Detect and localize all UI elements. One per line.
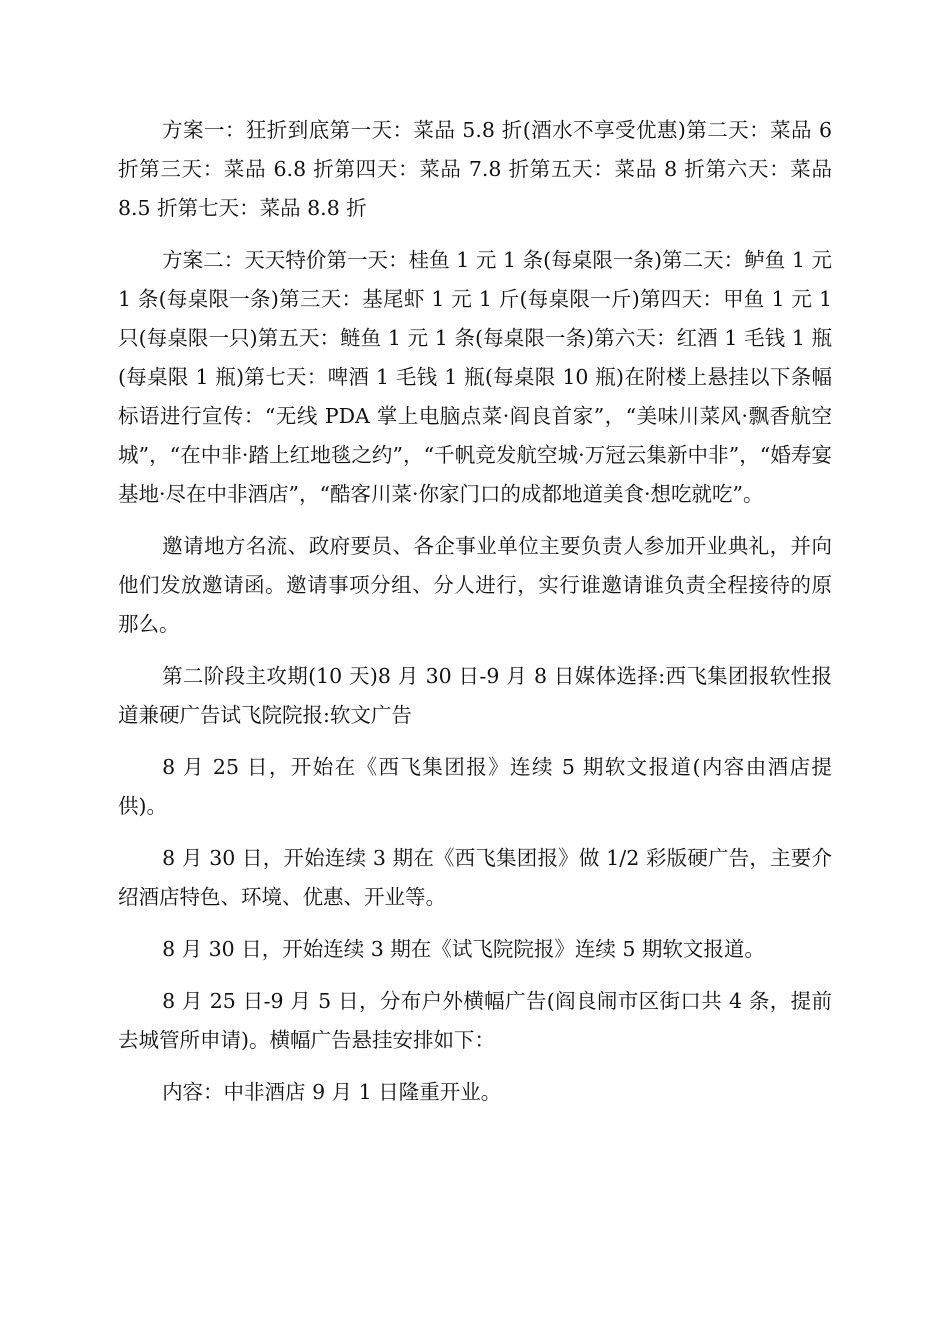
paragraph-aug30-institute-paper: 8 月 30 日，开始连续 3 期在《试飞院院报》连续 5 期软文报道。 (162, 937, 765, 961)
paragraph-banner-content: 内容：中非酒店 9 月 1 日隆重开业。 (162, 1080, 502, 1104)
paragraph-aug25-soft-articles: 8 月 25 日，开始在《西飞集团报》连续 5 期软文报道(内容由酒店提供)。 (118, 755, 832, 818)
paragraph-invitations: 邀请地方名流、政府要员、各企事业单位主要负责人参加开业典礼，并向他们发放邀请函。邀请事项分组、分人进行，实行谁邀请谁负责全程接待的原那么。 (118, 534, 832, 636)
paragraph-aug30-hard-ads: 8 月 30 日，开始连续 3 期在《西飞集团报》做 1/2 彩版硬广告，主要介绍酒店特色、环境、优惠、开业等。 (118, 846, 832, 909)
paragraph-phase-two: 第二阶段主攻期(10 天)8 月 30 日-9 月 8 日媒体选择:西飞集团报软性报道兼硬广告试飞院院报:软文广告 (118, 664, 832, 727)
document-page (118, 111, 832, 1125)
paragraph-plan-one: 方案一：狂折到底第一天：菜品 5.8 折(酒水不享受优惠)第二天：菜品 6 折第三天：菜品 6.8 折第四天：菜品 7.8 折第五天：菜品 8 折第六天：菜品 8.5 折第七天：菜品 8.8 折 (118, 118, 832, 220)
paragraph-plan-two: 方案二：天天特价第一天：桂鱼 1 元 1 条(每桌限一条)第二天：鲈鱼 1 元 1 条(每桌限一条)第三天：基尾虾 1 元 1 斤(每桌限一斤)第四天：甲鱼 1 元 1 只(每桌限一只)第五天：鲢鱼 1 元 1 条(每桌限一条)第六天：红酒 1 毛钱 1 瓶(每桌限 1 瓶)第七天：啤酒 1 毛钱 1 瓶(每桌限 10 瓶)在附楼上悬挂以下条幅标语进行宣传：“无线 PDA 掌上电脑点菜·阎良首家”，“美味川菜风·飘香航空城”，“在中非·踏上红地毯之约”，“千帆竞发航空城·万冠云集新中非”，“婚寿宴基地·尽在中非酒店”，“酷客川菜·你家门口的成都地道美食·想吃就吃”。 (118, 248, 832, 506)
paragraph-outdoor-banners: 8 月 25 日-9 月 5 日，分布户外横幅广告(阎良闹市区街口共 4 条，提前去城管所申请)。横幅广告悬挂安排如下： (118, 989, 832, 1052)
